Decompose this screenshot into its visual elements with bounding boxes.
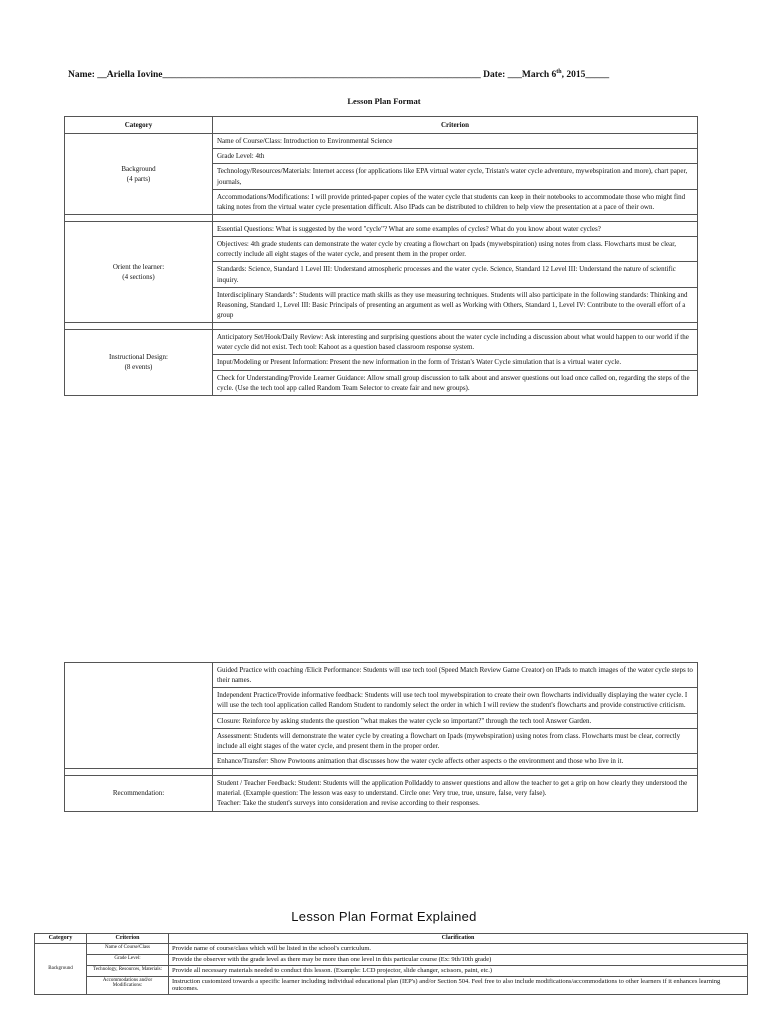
name-field: Name: __Ariella Iovine___________________________________________________________________ — [68, 70, 481, 81]
lesson-plan-table — [64, 116, 698, 396]
category-blank — [65, 663, 213, 769]
clarification-cell: Provide name of course/class which will be listed in the school's curriculum. — [169, 944, 748, 955]
criterion-cell: Student / Teacher Feedback: Student: Students will the application Polldaddy to answer questions and allow the teacher to get a grip on how clearly they understood the material. (Example question: The lesson was easy to understand. Circle one: Very true, true, unsure, false, very false). Teacher: Take the student's surveys into consideration and revise according to their responses. — [213, 776, 698, 811]
header-criterion: Criterion — [87, 934, 169, 944]
criterion-cell: Anticipatory Set/Hook/Daily Review: Ask interesting and surprising questions about the water cycle including a discussion about what would happen to our world if the water cycle did not exist. Tech tool: Kahoot as a question based classroom response system. — [213, 330, 698, 355]
criterion-cell: Grade Level: — [87, 954, 169, 965]
spacer-row — [65, 323, 213, 330]
explained-title: Lesson Plan Format Explained — [291, 909, 477, 924]
criterion-cell: Guided Practice with coaching /Elicit Performance: Students will use tech tool (Speed Match Review Game Creator) on IPads to match images of the water cycle steps to their names. — [213, 663, 698, 688]
header-criterion: Criterion — [213, 117, 698, 134]
category-instructional: Instructional Design: (8 events) — [65, 330, 213, 396]
criterion-cell: Standards: Science, Standard 1 Level III: Understand atmospheric processes and the water cycle. Science, Standard 12 Level III: Understand the nature of scientific inquiry. — [213, 262, 698, 287]
criterion-cell: Independent Practice/Provide informative feedback: Students will use tech tool mywebspiration to create their own flowcharts individually displaying the water cycle. I will use the tech tool application called Random Student to randomly select the order in which I will review the student's flowcharts and provide constructive criticism. — [213, 688, 698, 713]
date-field: Date: ___March 6th, 2015_____ — [483, 69, 610, 81]
criterion-cell: Input/Modeling or Present Information: Present the new information in the form of Tristan's Water Cycle simulation that is a virtual water cycle. — [213, 355, 698, 370]
criterion-cell: Check for Understanding/Provide Learner Guidance: Allow small group discussion to talk about and answer questions out load once called on, regarding the steps of the cycle. (Use the tech tool app called Random Team Selector to create fair and new groups). — [213, 370, 698, 395]
criterion-cell: Enhance/Transfer: Show Powtoons animation that discusses how the water cycle affects other aspects o the environment and those who live in it. — [213, 753, 698, 768]
criterion-cell: Grade Level: 4th — [213, 149, 698, 164]
explained-table — [34, 933, 748, 995]
lesson-plan-table-continued — [64, 662, 698, 812]
category-orient: Orient the learner: (4 sections) — [65, 221, 213, 322]
criterion-cell: Interdisciplinary Standards": Students will practice math skills as they use measuring techniques. Students will also participate in the following standards: Thinking and Reasoning, Standard 1, Level III: Basic Principals of presenting an argument as well as Working with Others, Standard 1, Level IV: Contribute to the overall effort of a group — [213, 287, 698, 322]
criterion-cell: Name of Course/Class: Introduction to Environmental Science — [213, 134, 698, 149]
header-category: Category — [65, 117, 213, 134]
spacer-row — [65, 214, 213, 221]
category-background: Background (4 parts) — [65, 134, 213, 215]
category-recommendation: Recommendation: — [65, 776, 213, 811]
criterion-cell: Assessment: Students will demonstrate the water cycle by creating a flowchart on Ipads (mywebspiration) using notes from class. Flowcharts must be clear, correctly include all eight stages of the water cycle, and present them in the proper order. — [213, 728, 698, 753]
category-background: Background — [35, 944, 87, 995]
criterion-cell: Accommodations/Modifications: I will provide printed-paper copies of the water cycle that students can keep in their notebooks to accommodate those who might find taking notes from the virtual water cycle presentation difficult. Also IPads can be distributed to children to help view the presentation at a pace of their own. — [213, 189, 698, 214]
clarification-cell: Instruction customized towards a specific learner including individual educational plan (IEP's) and/or Section 504. Feel free to also include modifications/accommodations to other learners if it enhances learning outcomes. — [169, 976, 748, 995]
criterion-cell: Essential Questions: What is suggested by the word "cycle"? What are some examples of cycles? What do you know about water cycles? — [213, 221, 698, 236]
page-title: Lesson Plan Format — [347, 96, 421, 106]
criterion-cell: Technology, Resources, Materials: — [87, 965, 169, 976]
header-name-date — [68, 69, 708, 80]
criterion-cell: Name of Course/Class — [87, 944, 169, 955]
header-category: Category — [35, 934, 87, 944]
criterion-cell: Closure: Reinforce by asking students the question "what makes the water cycle so important?" through the tech tool Answer Garden. — [213, 713, 698, 728]
clarification-cell: Provide all necessary materials needed to conduct this lesson. (Example: LCD projector, slide changer, scissors, paint, etc.) — [169, 965, 748, 976]
spacer-row — [65, 769, 213, 776]
header-clarification: Clarification — [169, 934, 748, 944]
criterion-cell: Accommodations and/or Modifications: — [87, 976, 169, 995]
criterion-cell: Objectives: 4th grade students can demonstrate the water cycle by creating a flowchart on Ipads (mywebspiration) using notes from class. Flowcharts must be clear, correctly include all eight stages of the water cycle, and present them in the proper order. — [213, 237, 698, 262]
clarification-cell: Provide the observer with the grade level as there may be more than one level in this particular course (Ex: 9th/10th grade) — [169, 954, 748, 965]
criterion-cell: Technology/Resources/Materials: Internet access (for applications like EPA virtual water cycle, Tristan's water cycle adventure, mywebspiration and more), chart paper, journals, — [213, 164, 698, 189]
